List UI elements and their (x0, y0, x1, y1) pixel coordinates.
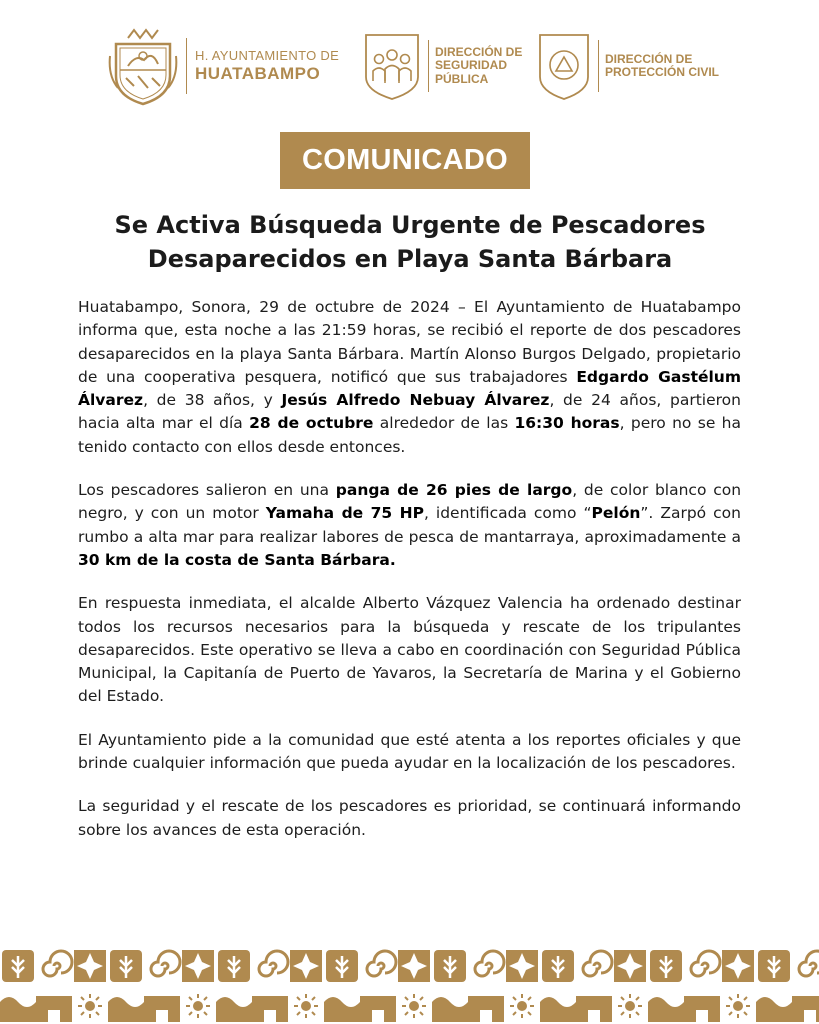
logo-divider (428, 40, 429, 92)
wave-pattern-icon (432, 997, 468, 1022)
spiral-pattern-icon (151, 951, 180, 976)
p1-bold-1: Edgardo Gastélum Álvarez (78, 367, 741, 410)
cross-pattern-icon (290, 950, 322, 982)
notch-pattern-icon (684, 996, 720, 1022)
p2-text-2: , de color blanco con negro, y con un motor (78, 481, 742, 523)
spiral-pattern-icon (799, 951, 819, 976)
municipal-coat-of-arms-icon (108, 26, 178, 106)
wave-pattern-icon (648, 997, 684, 1022)
p1-bold-4: 16:30 horas (514, 414, 620, 433)
sun-pattern-icon (618, 994, 642, 1018)
header-logos (0, 24, 819, 108)
sun-pattern-icon (294, 994, 318, 1018)
public-safety-people-icon (362, 31, 422, 101)
wave-pattern-icon (108, 997, 144, 1022)
p1-bold-3: 28 de octubre (249, 414, 374, 433)
notch-pattern-icon (252, 996, 288, 1022)
sun-pattern-icon (726, 994, 750, 1018)
p1-text-4: alrededor de las (373, 414, 515, 433)
paragraph-3: En respuesta inmediata, el alcalde Alberto Vázquez Valencia ha ordenado destinar todos los recursos necesarios para la búsqueda y rescate de los tripulantes desaparecidos. Este operativo se lleva a cabo en coordinación con Seguridad Pública Municipal, la Capitanía de Puerto de Yavaros, la Secretaría de Marina y el Gobierno del Estado. (78, 594, 741, 706)
spiral-pattern-icon (43, 951, 72, 976)
notch-pattern-icon (360, 996, 396, 1022)
seguridad-line3: PÚBLICA (435, 71, 489, 86)
paragraph-5: La seguridad y el rescate de los pescadores es prioridad, se continuará informando sobre los avances de esta operación. (78, 797, 741, 839)
sun-pattern-icon (510, 994, 534, 1018)
cross-pattern-icon (182, 950, 214, 982)
wheat-pattern-icon (110, 950, 142, 982)
spiral-pattern-icon (583, 951, 612, 976)
wheat-pattern-icon (326, 950, 358, 982)
sun-pattern-icon (78, 994, 102, 1018)
cross-pattern-icon (398, 950, 430, 982)
seguridad-publica-logo (362, 24, 522, 108)
wheat-pattern-icon (218, 950, 250, 982)
proteccion-civil-logo-text (605, 53, 719, 80)
spiral-pattern-icon (367, 951, 396, 976)
wave-pattern-icon (324, 997, 360, 1022)
headline-line2: Desaparecidos en Playa Santa Bárbara (147, 245, 673, 273)
wheat-pattern-icon (2, 950, 34, 982)
footer-pattern (0, 944, 819, 1024)
ayuntamiento-line1: H. AYUNTAMIENTO DE (195, 48, 340, 64)
notch-pattern-icon (792, 996, 819, 1022)
wheat-pattern-icon (758, 950, 790, 982)
paragraph-2 (78, 479, 741, 572)
wave-pattern-icon (540, 997, 576, 1022)
headline-line1: Se Activa Búsqueda Urgente de Pescadores (114, 211, 706, 239)
press-release-body (78, 296, 741, 862)
logo-divider (186, 38, 187, 94)
spiral-pattern-icon (475, 951, 504, 976)
cross-pattern-icon (722, 950, 754, 982)
p2-bold-1: panga de 26 pies de largo (335, 481, 573, 500)
paragraph-4: El Ayuntamiento pide a la comunidad que esté atenta a los reportes oficiales y que brinde cualquier información que pueda ayudar en la localización de los pescadores. (78, 730, 741, 773)
p2-bold-4: 30 km de la costa de Santa Bárbara. (78, 550, 396, 569)
ayuntamiento-logo (108, 24, 339, 108)
seguridad-line2: SEGURIDAD (435, 58, 508, 73)
p2-text-4: ”. Zarpó con rumbo a alta mar para realizar labores de pesca de mantarraya, aproximadamente a (78, 504, 741, 546)
p1-text-5: , pero no se ha tenido contacto con ellos desde entonces. (78, 414, 741, 456)
notch-pattern-icon (576, 996, 612, 1022)
notch-pattern-icon (144, 996, 180, 1022)
wave-pattern-icon (756, 997, 792, 1022)
notch-pattern-icon (468, 996, 504, 1022)
p1-text-1: Huatabampo, Sonora, 29 de octubre de 2024 – El Ayuntamiento de Huatabampo informa que, esta noche a las 21:59 horas, se recibió el reporte de dos pescadores desaparecidos en la playa Santa Bárbara. Martín Alonso Burgos Delgado, propietario de una cooperativa pesquera, notificó que sus trabajadores (78, 298, 741, 386)
wheat-pattern-icon (542, 950, 574, 982)
paragraph-1 (78, 296, 741, 459)
notch-pattern-icon (36, 996, 72, 1022)
p2-bold-3: Pelón (591, 504, 641, 523)
wheat-pattern-icon (434, 950, 466, 982)
ayuntamiento-line2: HUATABAMPO (195, 63, 321, 83)
spiral-pattern-icon (691, 951, 720, 976)
proteccion-line1: DIRECCIÓN DE (605, 51, 693, 66)
wheat-pattern-icon (650, 950, 682, 982)
proteccion-line2: PROTECCIÓN CIVIL (605, 65, 720, 79)
logo-divider (598, 40, 599, 92)
seguridad-line1: DIRECCIÓN DE (435, 44, 523, 59)
sun-pattern-icon (186, 994, 210, 1018)
sun-pattern-icon (402, 994, 426, 1018)
wave-pattern-icon (0, 997, 36, 1022)
headline (60, 208, 760, 276)
seguridad-publica-logo-text (435, 46, 522, 86)
proteccion-civil-logo (536, 24, 719, 108)
cross-pattern-icon (506, 950, 538, 982)
spiral-pattern-icon (259, 951, 288, 976)
ayuntamiento-logo-text (195, 49, 339, 83)
p1-text-3: , de 24 años, partieron hacia alta mar el día (78, 391, 741, 433)
cross-pattern-icon (614, 950, 646, 982)
p2-text-3: , identificada como “ (424, 504, 592, 523)
p2-text-1: Los pescadores salieron en una (78, 481, 336, 500)
comunicado-badge: COMUNICADO (280, 132, 530, 189)
p2-bold-2: Yamaha de 75 HP (265, 504, 424, 523)
wave-pattern-icon (216, 997, 252, 1022)
civil-protection-triangle-icon (536, 31, 592, 101)
p1-bold-2: Jesús Alfredo Nebuay Álvarez (281, 391, 550, 410)
cross-pattern-icon (74, 950, 106, 982)
p1-text-2: , de 38 años, y (143, 391, 282, 410)
